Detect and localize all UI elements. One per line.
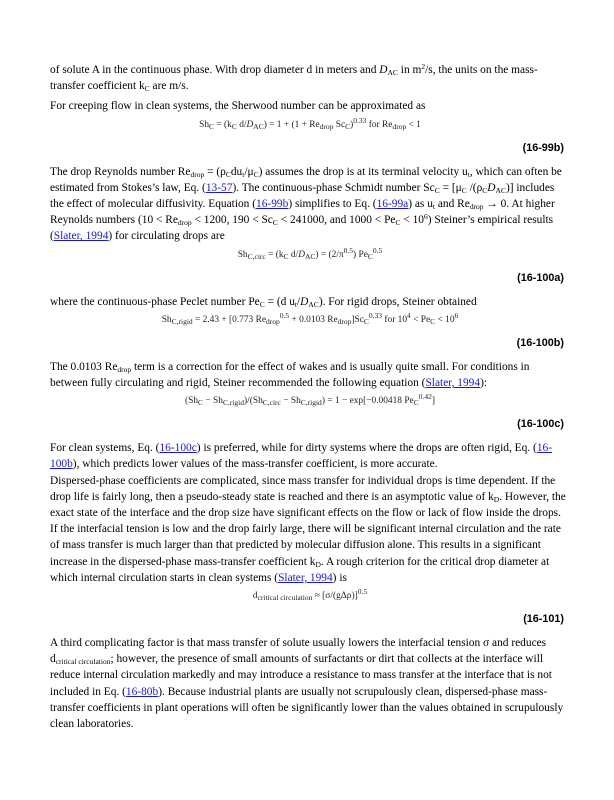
- equation-number: (16-100a): [517, 271, 564, 284]
- equation-number: (16-100c): [517, 418, 564, 431]
- paragraph-wakes: The 0.0103 $Re_{drop}$ term is a correction for the effect of wakes and is usually quite small. For conditions in between fully circulating and rigid, Steiner recommended the following equation (Slater, 1994):: [50, 360, 530, 390]
- paragraph-peclet: where the continuous-phase Peclet number $Pe_C = (d$ $u_t/D_{AC}$). For rigid drops, Steiner obtained: [50, 295, 477, 309]
- equation-16-101: $d_{critical circulation} \approx [\sigma/(g\Delta\rho)]^{0.5}$: [252, 587, 368, 603]
- link-eq-13-57[interactable]: 13-57: [205, 181, 233, 194]
- equation-16-100c: $(Sh_C - Sh_{C,rigid})/(Sh_{C,circ} - Sh_{C,rigid}) = 1 - \exp[-0.00418$ $Pe_C^{0.42}$]: [185, 392, 435, 408]
- link-slater-1994[interactable]: Slater, 1994: [53, 230, 109, 243]
- equation-16-100b: $Sh_{C,rigid} = 2.43 + [0.773$ $Re_{drop}^{0.5} + 0.0103$ $Re_{drop}]Sc_C^{0.33}$ for $10^4 < Pe_C < 10^6$: [161, 310, 459, 326]
- paragraph-intro: of solute A in the continuous phase. With drop diameter d in meters and $D_{AC}$ in $m^2/s$, the units on the mass-transfer coefficient $k_C$ are m/s.: [50, 62, 538, 94]
- paragraph-clean-systems: For clean systems, Eq. (16-100c) is preferred, while for dirty systems where the drops are often rigid, Eq. (16-100b), which predicts lower values of the mass-transfer coefficient, is more accurate.: [50, 442, 553, 471]
- paragraph-creeping-flow: For creeping flow in clean systems, the Sherwood number can be approximated as: [50, 100, 426, 113]
- link-eq-16-100c[interactable]: 16-100c: [159, 442, 197, 455]
- equation-16-99b: $Sh_C = (k_C$ $d/D_{AC}) = 1 + (1 + Re_{drop}$ $Sc_C)^{0.33}$ for $Re_{drop} < 1$: [199, 115, 421, 131]
- paragraph-reynolds: The drop Reynolds number $Re_{drop} = (\rho_Cdu_t/\mu_C)$ assumes the drop is at its terminal velocity $u_t$, which can often be estimated from Stokes’s law, Eq. (13-57). The continuous-phase Schmidt number $Sc_C = [\mu_C$ $/(\rho_CD_{AC})$] includes the effect of molecular diffusivity. Equation (16-99b) simplifies to Eq. (16-99a) as $u_t$ and $Re_{drop} \to 0$. At higher Reynolds numbers ($10 < Re_{drop} < 1200$, $190 < Sc_C < 241000$, and $1000 < Pe_C < 10^6$) Steiner’s empirical results (Slater, 1994) for circulating drops are: [50, 165, 562, 243]
- link-eq-16-99a[interactable]: 16-99a: [376, 198, 409, 211]
- link-slater-1994[interactable]: Slater, 1994: [425, 377, 481, 390]
- link-eq-16-80b[interactable]: 16-80b: [125, 685, 159, 698]
- link-eq-16-99b[interactable]: 16-99b: [256, 198, 289, 211]
- link-eq-16-100b[interactable]: 16-100b: [50, 442, 553, 471]
- paragraph-dispersed-phase: Dispersed-phase coefficients are complicated, since mass transfer for individual drops is time dependent. If the drop life is fairly long, then a pseudo-steady state is reached and there is an asymptotic value of $k_D$. However, the exact state of the interface and the drop size have significant effects on the flow or lack of flow inside the drops. If the interfacial tension is low and the drop fairly large, there will be significant internal circulation and the rate of mass transfer is much larger than that predicted by molecular diffusion alone. This results in a significant increase in the dispersed-phase mass-transfer coefficient $k_D$. A rough criterion for the critical drop diameter at which internal circulation starts in clean systems (Slater, 1994) is: [50, 474, 566, 584]
- equation-number: (16-101): [523, 613, 564, 626]
- equation-number: (16-99b): [522, 141, 564, 154]
- document-page: [50, 62, 570, 732]
- link-slater-1994[interactable]: Slater, 1994: [278, 571, 333, 584]
- equation-16-100a: $Sh_{C,circ} = (k_C$ $d/D_{AC}) = (2/\pi^{0.5})$ $Pe_C^{0.5}$: [237, 245, 383, 261]
- equation-number: (16-100b): [516, 336, 564, 349]
- paragraph-third-factor: A third complicating factor is that mass transfer of solute usually lowers the interfacial tension σ and reduces $d_{critical circulation}$; however, the presence of small amounts of surfactants or dirt that collects at the interface will reduce internal circulation markedly and may introduce a resistance to mass transfer at the interface that is not included in Eq. (16-80b). Because industrial plants are usually not scrupulously clean, dispersed-phase mass-transfer coefficients in plant operations will often be significantly lower than the values obtained in scrupulously clean laboratories.: [50, 637, 564, 731]
